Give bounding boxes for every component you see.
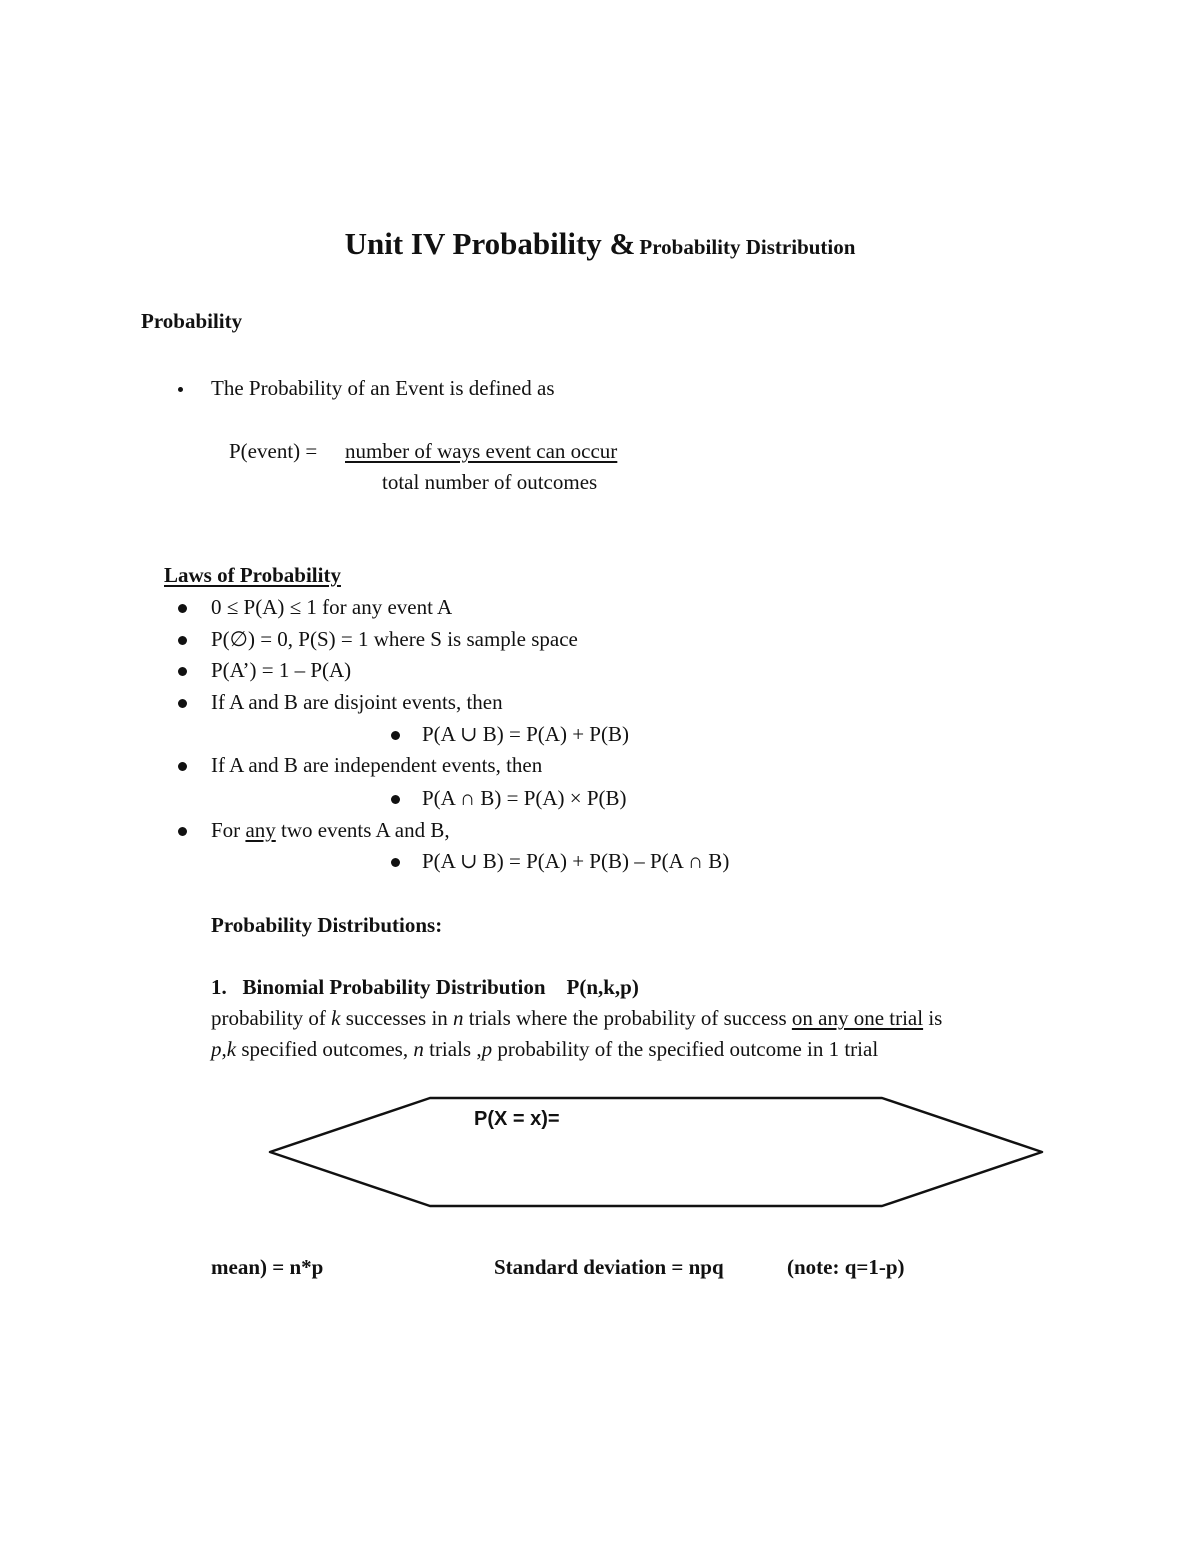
binomial-notation: P(n,k,p) <box>566 975 639 999</box>
binomial-title: Binomial Probability Distribution <box>242 975 546 999</box>
emphasis-text: on any one trial <box>791 1006 924 1030</box>
formula-numerator: number of ways event can occur <box>345 439 618 463</box>
law-subitem: P(A ∪ B) = P(A) + P(B) <box>422 722 629 746</box>
text: , <box>221 1037 227 1061</box>
formula-box-text: P(X = x)= <box>474 1108 560 1130</box>
var-k: k <box>226 1037 237 1061</box>
law-item: P(∅) = 0, P(S) = 1 where S is sample space <box>211 627 578 651</box>
formula-lhs: P(event) = <box>229 439 318 463</box>
var-p: p <box>481 1037 493 1061</box>
title-main: Unit IV Probability & <box>344 226 636 261</box>
definition-text: The Probability of an Event is defined as <box>211 376 555 400</box>
title-sub: Probability Distribution <box>639 235 856 259</box>
text: probability of the specified outcome in 1 trial <box>492 1037 879 1061</box>
distributions-heading: Probability Distributions: <box>211 913 443 937</box>
law-text: For <box>211 818 246 842</box>
text: specified outcomes, <box>236 1037 414 1061</box>
laws-heading: Laws of Probability <box>164 563 341 587</box>
text: trials where the probability of success <box>463 1006 792 1030</box>
std-dev-note: (note: q=1-p) <box>787 1255 905 1279</box>
law-item: 0 ≤ P(A) ≤ 1 for any event A <box>211 595 453 619</box>
formula-box-label <box>474 1108 560 1131</box>
law-item: If A and B are disjoint events, then <box>211 690 503 714</box>
var-k: k <box>331 1006 341 1030</box>
law-item: If A and B are independent events, then <box>211 753 543 777</box>
text: is <box>923 1006 943 1030</box>
law-emphasis: any <box>245 818 276 842</box>
text: successes in <box>340 1006 454 1030</box>
text: probability of <box>211 1006 332 1030</box>
var-p: p <box>211 1037 222 1061</box>
std-dev-formula: Standard deviation = npq <box>494 1255 724 1279</box>
var-n: n <box>413 1037 424 1061</box>
law-subitem: P(A ∩ B) = P(A) × P(B) <box>422 786 627 810</box>
binomial-number: 1. <box>211 975 227 999</box>
text: trials , <box>423 1037 482 1061</box>
mean-formula: mean) = n*p <box>211 1255 324 1279</box>
law-subitem: P(A ∪ B) = P(A) + P(B) – P(A ∩ B) <box>422 849 730 873</box>
section-heading-probability: Probability <box>141 309 243 333</box>
var-n: n <box>453 1006 464 1030</box>
formula-denominator: total number of outcomes <box>382 470 598 494</box>
law-item: P(A’) = 1 – P(A) <box>211 658 352 682</box>
law-text: two events A and B, <box>275 818 450 842</box>
